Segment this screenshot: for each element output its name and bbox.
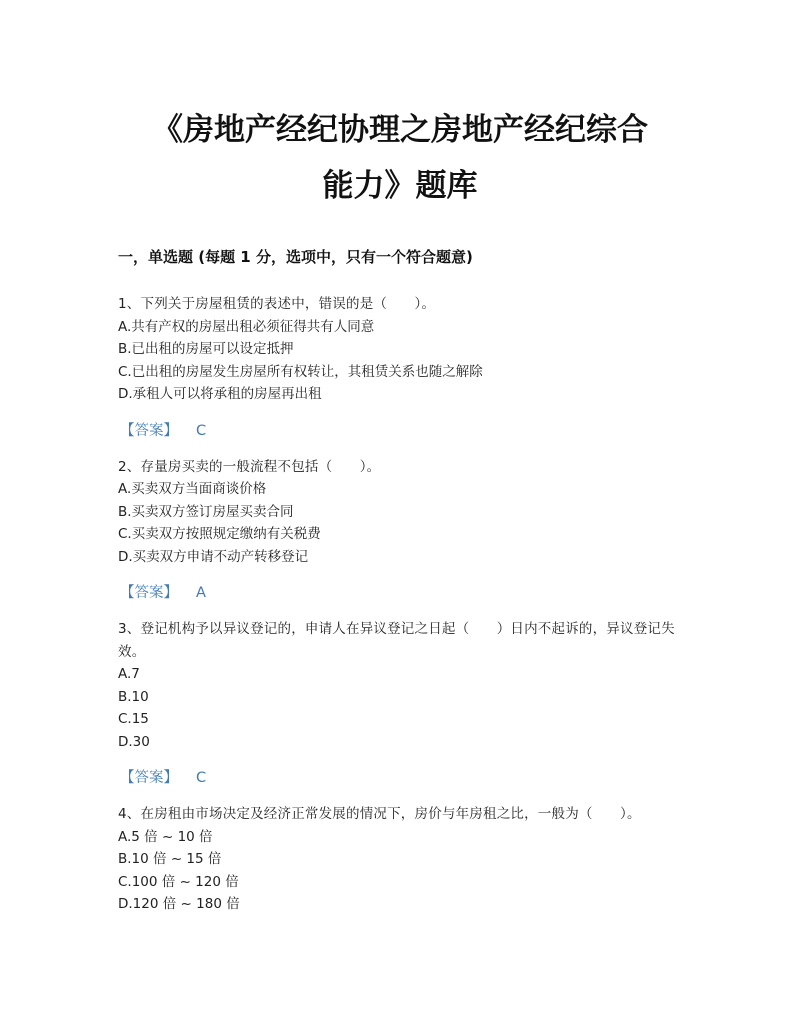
question-1 <box>118 293 683 442</box>
answer-value: C <box>196 422 207 439</box>
option-d: D.买卖双方申请不动产转移登记 <box>118 548 309 565</box>
answer-line <box>118 767 683 789</box>
option-a: A.共有产权的房屋出租必须征得共有人同意 <box>118 318 375 335</box>
option-c: C.15 <box>118 711 149 727</box>
option-d: D.承租人可以将承租的房屋再出租 <box>118 386 322 402</box>
option-b: B.买卖双方签订房屋买卖合同 <box>118 503 294 520</box>
option-c: C.已出租的房屋发生房屋所有权转让，其租赁关系也随之解除 <box>118 363 483 380</box>
answer-value: A <box>196 585 206 601</box>
option-c: C.买卖双方按照规定缴纳有关税费 <box>118 526 321 542</box>
option-d: D.30 <box>118 733 150 750</box>
option-b: B.10 倍 ~ 15 倍 <box>118 851 222 867</box>
question-stem: 2、存量房买卖的一般流程不包括（ ）。 <box>118 458 381 475</box>
question-stem: 1、下列关于房屋租赁的表述中，错误的是（ ）。 <box>118 296 436 312</box>
document-title-line2: 能力》题库 <box>322 168 478 204</box>
answer-label: 【答案】 <box>120 585 178 601</box>
option-a: A.买卖双方当面商谈价格 <box>118 481 267 497</box>
question-2 <box>118 456 683 605</box>
question-stem: 3、登记机构予以异议登记的，申请人在异议登记之日起（ ）日内不起诉的，异议登记失效。 <box>118 621 675 660</box>
question-stem: 4、在房租由市场决定及经济正常发展的情况下，房价与年房租之比，一般为（ ）。 <box>118 806 641 822</box>
document-title-line1: 《房地产经纪协理之房地产经纪综合 <box>152 112 648 148</box>
option-a: A.5 倍 ~ 10 倍 <box>118 828 213 845</box>
option-b: B.已出租的房屋可以设定抵押 <box>118 341 294 357</box>
question-3 <box>118 618 683 789</box>
answer-label: 【答案】 <box>120 422 178 439</box>
section-heading: 一，单选题 (每题 1 分，选项中，只有一个符合题意) <box>118 248 473 266</box>
document-title <box>100 102 700 214</box>
answer-value: C <box>196 770 207 786</box>
option-b: B.10 <box>118 688 149 705</box>
answer-label: 【答案】 <box>120 770 178 786</box>
option-a: A.7 <box>118 666 140 682</box>
option-c: C.100 倍 ~ 120 倍 <box>118 873 239 890</box>
question-4 <box>118 803 683 916</box>
option-d: D.120 倍 ~ 180 倍 <box>118 896 240 912</box>
answer-line <box>118 582 683 604</box>
question-list <box>118 293 683 926</box>
answer-line <box>118 420 683 442</box>
